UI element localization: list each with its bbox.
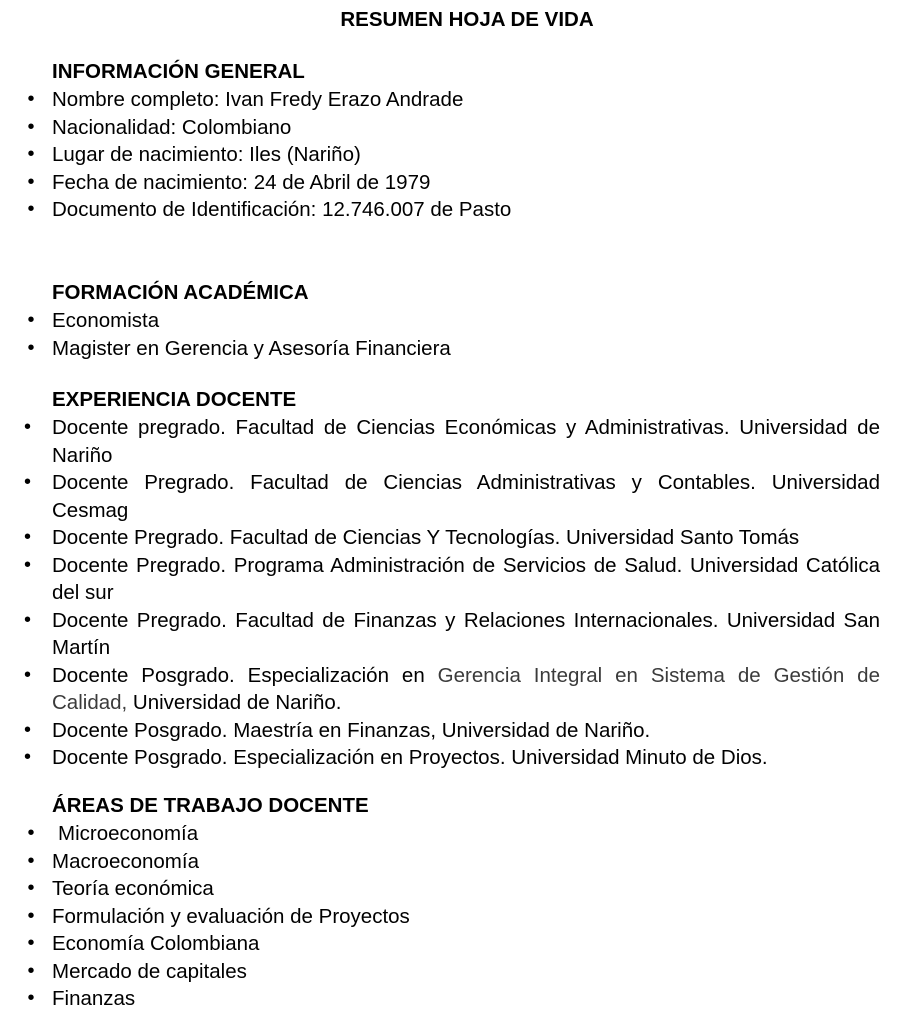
list-item	[0, 875, 911, 903]
list-item	[0, 524, 911, 552]
section-heading: INFORMACIÓN GENERAL	[52, 60, 305, 83]
list-item-text: Mercado de capitales	[52, 959, 247, 983]
bullet-list	[0, 414, 911, 772]
bullet-icon: •	[27, 932, 35, 954]
bullet-icon: •	[24, 718, 32, 741]
list-item	[0, 469, 911, 524]
list-item	[0, 848, 911, 876]
program-name: Gerencia Integral en Sistema de Gestión de Calidad,	[52, 663, 880, 714]
section-areas-trabajo-docente	[0, 792, 911, 1013]
list-item	[0, 86, 911, 114]
list-item-prefix: Docente Posgrado. Especialización en	[52, 663, 438, 687]
list-item	[0, 930, 911, 958]
bullet-icon: •	[24, 663, 32, 686]
bullet-icon: •	[27, 904, 35, 927]
bullet-icon: •	[24, 553, 32, 576]
list-item-text: Economía Colombiana	[52, 932, 260, 955]
list-item-suffix: Universidad de Nariño.	[127, 691, 342, 714]
section-heading: ÁREAS DE TRABAJO DOCENTE	[52, 794, 369, 817]
list-item-text: Economista	[52, 309, 160, 332]
list-item-text: Docente Pregrado. Programa Administración de Servicios de Salud. Universidad Católica del sur	[52, 553, 880, 604]
list-item-text: Docente Posgrado. Maestría en Finanzas, Universidad de Nariño.	[52, 718, 651, 742]
bullet-list	[0, 86, 911, 224]
list-item-text: Docente Pregrado. Facultad de Ciencias Y Tecnologías. Universidad Santo Tomás	[52, 526, 800, 549]
bullet-icon: •	[27, 822, 35, 844]
list-item-text: Lugar de nacimiento: Iles (Nariño)	[52, 143, 361, 166]
list-item	[0, 662, 911, 717]
list-item	[0, 196, 911, 224]
bullet-icon: •	[27, 877, 35, 899]
bullet-icon: •	[27, 309, 35, 331]
list-item	[0, 552, 911, 607]
list-item	[0, 335, 911, 363]
list-item-text: Documento de Identificación: 12.746.007 de Pasto	[52, 198, 512, 221]
bullet-icon: •	[24, 608, 32, 631]
bullet-icon: •	[27, 959, 35, 982]
list-item	[0, 169, 911, 197]
section-informacion-general	[0, 58, 911, 224]
list-item	[0, 744, 911, 772]
bullet-icon: •	[27, 198, 35, 220]
bullet-icon: •	[27, 987, 35, 1009]
section-heading: EXPERIENCIA DOCENTE	[52, 388, 297, 411]
section-heading: FORMACIÓN ACADÉMICA	[52, 281, 309, 304]
section-formacion-academica	[0, 279, 911, 362]
list-item-text: Docente Pregrado. Facultad de Ciencias Administrativas y Contables. Universidad Cesmag	[52, 471, 880, 522]
bullet-icon: •	[27, 88, 35, 110]
bullet-icon: •	[27, 170, 35, 193]
bullet-list	[0, 820, 911, 1013]
list-item-text: Nombre completo: Ivan Fredy Erazo Andrade	[52, 88, 464, 111]
list-item	[0, 414, 911, 469]
list-item	[0, 820, 911, 848]
bullet-icon: •	[24, 746, 32, 768]
section-experiencia-docente	[0, 386, 911, 772]
list-item	[0, 903, 911, 931]
list-item-text: Formulación y evaluación de Proyectos	[52, 904, 410, 928]
list-item-text: Teoría económica	[52, 877, 214, 900]
bullet-list	[0, 307, 911, 362]
list-item	[0, 985, 911, 1013]
list-item-text: Nacionalidad: Colombiano	[52, 115, 292, 139]
list-item-text: Docente Posgrado. Especialización en Proyectos. Universidad Minuto de Dios.	[52, 746, 768, 769]
document-title: RESUMEN HOJA DE VIDA	[340, 8, 594, 31]
bullet-icon: •	[24, 416, 32, 438]
list-item-text: Magister en Gerencia y Asesoría Financiera	[52, 336, 451, 360]
list-item	[0, 717, 911, 745]
bullet-icon: •	[27, 336, 35, 359]
list-item-text: Docente Pregrado. Facultad de Finanzas y Relaciones Internacionales. Universidad San Martín	[52, 608, 880, 659]
list-item	[0, 958, 911, 986]
bullet-icon: •	[24, 526, 32, 548]
list-item	[0, 114, 911, 142]
list-item-text: Macroeconomía	[52, 849, 199, 873]
list-item	[0, 141, 911, 169]
list-item	[0, 607, 911, 662]
list-item-text: Microeconomía	[58, 822, 199, 845]
bullet-icon: •	[24, 471, 32, 493]
list-item-text: Docente pregrado. Facultad de Ciencias Económicas y Administrativas. Universidad de Nariño	[52, 416, 880, 467]
list-item	[0, 307, 911, 335]
list-item-text: Fecha de nacimiento: 24 de Abril de 1979	[52, 170, 431, 194]
list-item-text: Finanzas	[52, 987, 136, 1010]
bullet-icon: •	[27, 143, 35, 165]
bullet-icon: •	[27, 115, 35, 138]
bullet-icon: •	[27, 849, 35, 872]
